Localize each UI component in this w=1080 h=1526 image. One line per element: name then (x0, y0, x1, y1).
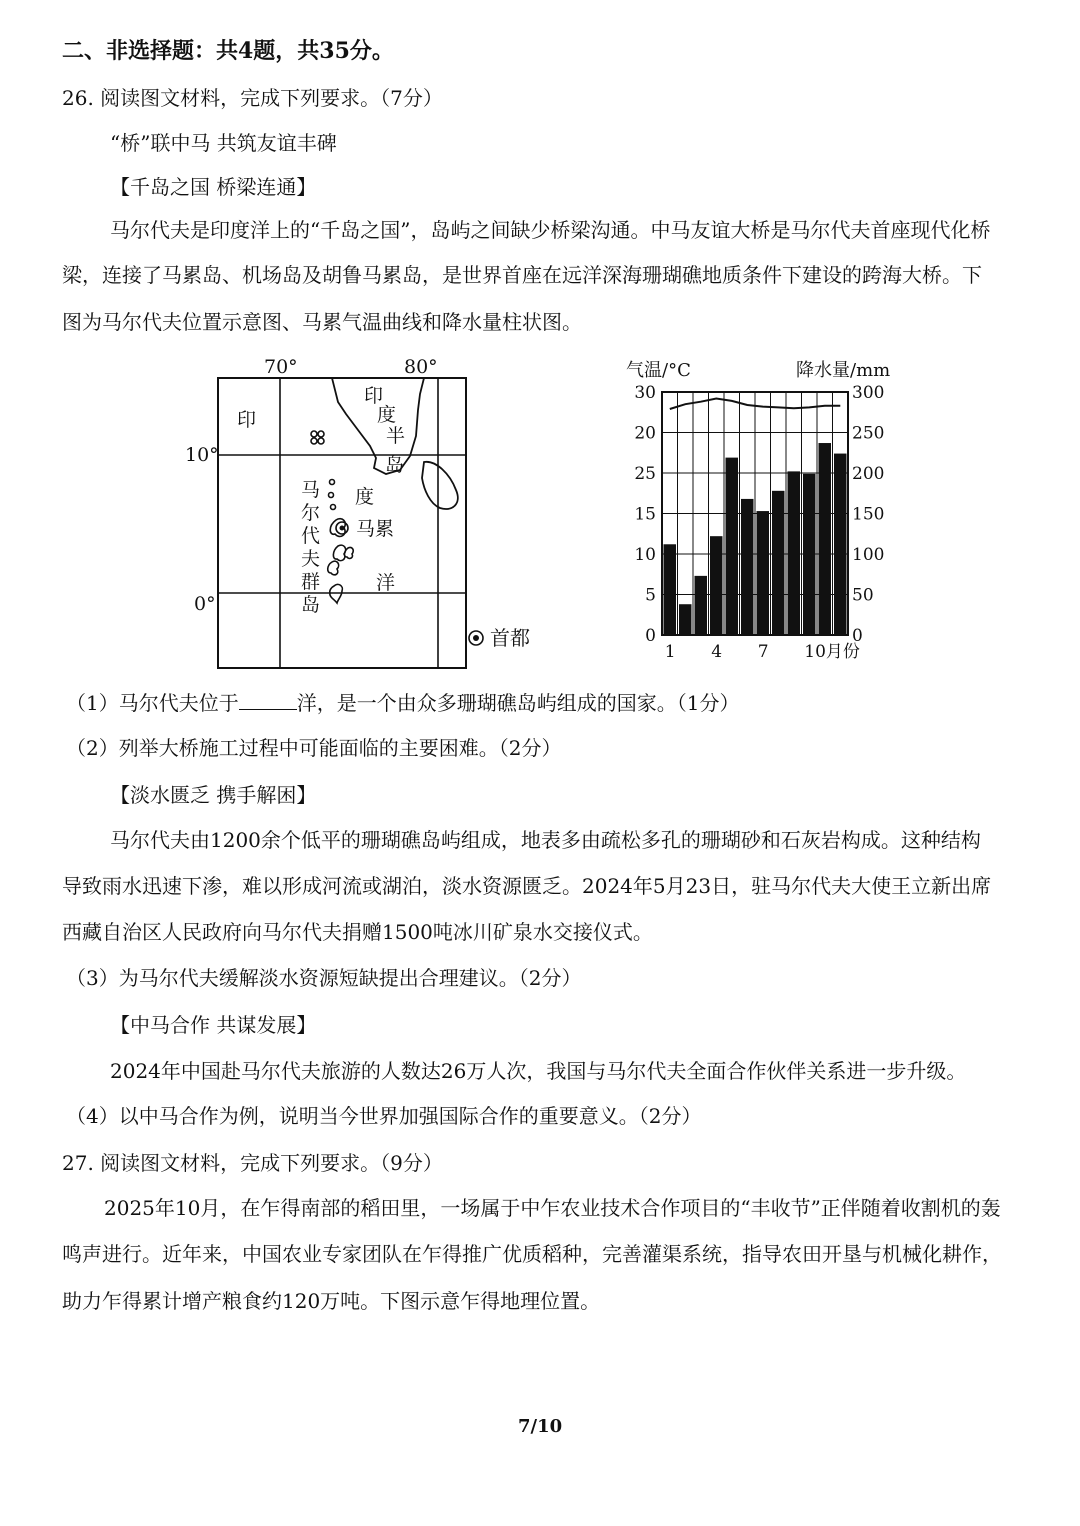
chart-ylabel-temperature: 气温/°C (626, 360, 691, 381)
male-climate-chart (620, 350, 900, 670)
capital-legend-icon (466, 628, 486, 648)
label-peninsula-2: 度 (377, 404, 397, 426)
sri-lanka-island (422, 462, 458, 509)
legend-capital-label: 首都 (490, 626, 530, 650)
label-ocean-1: 度 (355, 486, 375, 508)
temperature-tick-label: 30 (634, 383, 656, 403)
q26-sub3: （3）为马尔代夫缓解淡水资源短缺提出合理建议。（2分） (66, 966, 582, 990)
label-peninsula-3: 半 (386, 425, 406, 447)
month-tick-label: 4 (711, 642, 723, 662)
q26-sub1-before: （1）马尔代夫位于 (66, 691, 239, 715)
temperature-tick-label: 10 (634, 545, 656, 565)
label-peninsula-4: 岛 (385, 454, 405, 476)
chart-ylabel-precipitation: 降水量/mm (796, 360, 891, 381)
precipitation-bar (710, 536, 723, 635)
q26-part3-title: 【中马合作 共谋发展】 (110, 1013, 317, 1037)
precipitation-bar (819, 443, 832, 635)
label-peninsula-1: 印 (364, 385, 384, 407)
temperature-tick-label: 25 (634, 464, 656, 484)
precipitation-bar (741, 499, 754, 635)
precipitation-bar (726, 458, 739, 635)
precipitation-tick-label: 0 (852, 626, 863, 646)
q26-para1-line2: 梁，连接了马累岛、机场岛及胡鲁马累岛，是世界首座在远洋深海珊瑚礁地质条件下建设的跨海大桥。下 (62, 263, 982, 287)
q27-para-line1: 2025年10月，在乍得南部的稻田里，一场属于中乍农业技术合作项目的“丰收节”正伴随着收割机的轰 (104, 1196, 1001, 1220)
temperature-tick-label: 20 (634, 423, 656, 444)
month-tick-label: 7 (757, 642, 769, 662)
precipitation-bar (788, 471, 801, 635)
precipitation-bar (757, 511, 770, 635)
island-group-label-3: 代 (301, 525, 321, 547)
precipitation-bar (679, 604, 692, 635)
month-tick-label: 10月份 (804, 642, 860, 662)
lon-label-80: 80° (404, 356, 438, 378)
q26-para3: 2024年中国赴马尔代夫旅游的人数达26万人次，我国与马尔代夫全面合作伙伴关系进一步升级。 (110, 1059, 967, 1083)
precipitation-tick-label: 250 (852, 423, 885, 444)
label-yin-west: 印 (237, 409, 257, 431)
precipitation-bar (834, 454, 847, 635)
island-group-label-1: 马 (301, 479, 321, 501)
section-heading: 二、非选择题：共4题，共35分。 (62, 38, 394, 64)
q26-para1-line1: 马尔代夫是印度洋上的“千岛之国”，岛屿之间缺少桥梁沟通。中马友谊大桥是马尔代夫首座现代化桥 (110, 218, 991, 242)
precipitation-bar (695, 576, 708, 635)
month-tick-label: 1 (664, 642, 676, 662)
label-ocean-2: 洋 (376, 572, 396, 594)
q26-part2-title: 【淡水匮乏 携手解困】 (110, 783, 317, 807)
answer-blank[interactable] (239, 691, 297, 710)
temperature-tick-label: 15 (634, 504, 656, 525)
precipitation-bar (772, 491, 785, 635)
q26-sub4: （4）以中马合作为例，说明当今世界加强国际合作的重要意义。（2分） (66, 1104, 702, 1128)
precipitation-bar (664, 544, 677, 635)
lon-label-70: 70° (264, 356, 298, 378)
q26-subtitle: “桥”联中马 共筑友谊丰碑 (110, 131, 337, 155)
temperature-tick-label: 5 (645, 585, 656, 606)
q26-sub2: （2）列举大桥施工过程中可能面临的主要困难。（2分） (66, 736, 562, 760)
temperature-tick-label: 0 (645, 626, 656, 646)
precipitation-tick-label: 300 (852, 383, 885, 403)
precipitation-tick-label: 50 (852, 585, 874, 606)
island-group-label-2: 尔 (301, 502, 321, 524)
page-number: 7/10 (518, 1416, 563, 1437)
q26-para2-line3: 西藏自治区人民政府向马尔代夫捐赠1500吨冰川矿泉水交接仪式。 (62, 920, 653, 944)
q26-para2-line2: 导致雨水迅速下渗，难以形成河流或湖泊，淡水资源匮乏。2024年5月23日，驻马尔代夫大使王立新出席 (62, 874, 992, 898)
capital-dot-icon (336, 522, 348, 534)
q27-para-line2: 鸣声进行。近年来，中国农业专家团队在乍得推广优质稻种，完善灌渠系统，指导农田开垦与机械化耕作， (62, 1242, 1002, 1266)
island-group-label-5: 群 (301, 571, 321, 593)
capital-label: 马累 (356, 518, 395, 540)
q26-sub1-after: 洋，是一个由众多珊瑚礁岛屿组成的国家。（1分） (296, 691, 740, 715)
precipitation-tick-label: 150 (852, 504, 885, 525)
lat-label-0: 0° (194, 593, 216, 615)
precipitation-tick-label: 200 (852, 464, 885, 484)
island-group-label-6: 岛 (301, 594, 321, 616)
island-group-label-4: 夫 (301, 548, 321, 570)
q26-para1-line3: 图为马尔代夫位置示意图、马累气温曲线和降水量柱状图。 (62, 310, 582, 334)
lat-label-10: 10° (185, 444, 219, 466)
q27-para-line3: 助力乍得累计增产粮食约120万吨。下图示意乍得地理位置。 (62, 1289, 601, 1313)
maldives-location-map (180, 350, 480, 675)
q26-para2-line1: 马尔代夫由1200余个低平的珊瑚礁岛屿组成，地表多由疏松多孔的珊瑚砂和石灰岩构成。这种结构 (110, 828, 981, 852)
question-26-stem: 26. 阅读图文材料，完成下列要求。（7分） (62, 86, 443, 110)
precipitation-tick-label: 100 (852, 545, 885, 565)
q26-sub1 (66, 690, 739, 716)
question-27-stem: 27. 阅读图文材料，完成下列要求。（9分） (62, 1151, 443, 1175)
precipitation-bar (803, 474, 816, 635)
q26-part1-title: 【千岛之国 桥梁连通】 (110, 175, 317, 199)
